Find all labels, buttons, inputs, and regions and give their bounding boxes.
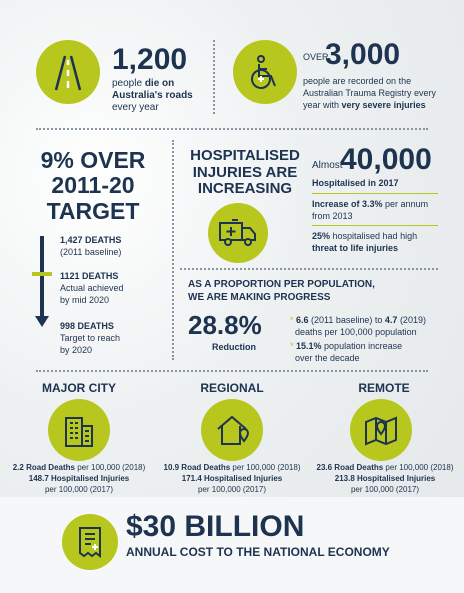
roads-line1-pre: people: [112, 78, 145, 89]
hospital-almost: Almost: [312, 160, 343, 171]
region-inj-bold: 213.8 Hospitalised Injuries: [334, 474, 436, 483]
region-title-remote: REMOTE: [358, 381, 410, 395]
target-item-value: 1121 DEATHS: [60, 271, 119, 281]
target-title-line1: 9% OVER: [40, 147, 146, 173]
footer-amount: $30 BILLION: [126, 510, 305, 543]
region-title-major-city: MAJOR CITY: [41, 381, 116, 395]
map-pin-icon: [350, 399, 412, 461]
target-item-sub: (2011 baseline): [60, 247, 122, 257]
progress-title: [188, 278, 375, 304]
divider: [172, 140, 174, 360]
hospital-increase-rest: per annum: [382, 199, 429, 209]
target-item-sub: by 2020: [60, 345, 93, 355]
hospital-increase-line2: from 2013: [312, 211, 353, 221]
region-title-regional: REGIONAL: [200, 381, 264, 395]
footer-label: ANNUAL COST TO THE NATIONAL ECONOMY: [126, 545, 390, 559]
roads-text: [112, 78, 193, 114]
divider: [180, 268, 438, 270]
trauma-number: 3,000: [325, 38, 401, 71]
target-item-1: [60, 234, 121, 258]
progress-b1-bold2: 4.7: [384, 315, 398, 325]
hospital-increase: [312, 198, 428, 222]
roads-number: 1,200: [112, 43, 188, 76]
region-stats-major-city: [0, 462, 158, 495]
progress-b1-bold1: 6.6: [296, 315, 309, 325]
hospital-title-line2: INJURIES ARE: [192, 163, 298, 181]
region-stats-remote: [306, 462, 464, 495]
target-arrow-head: [35, 316, 49, 327]
roads-line1-bold: die on: [144, 78, 175, 89]
region-inj-rest: per 100,000 (2017): [44, 485, 114, 494]
region-inj-rest: per 100,000 (2017): [350, 485, 420, 494]
target-item-sub: by mid 2020: [60, 295, 110, 305]
divider: [312, 193, 438, 194]
trauma-prefix: OVER: [303, 52, 329, 62]
region-inj-bold: 171.4 Hospitalised Injuries: [181, 474, 283, 483]
target-item-2: [60, 270, 124, 306]
region-deaths-bold: 23.6 Road Deaths: [316, 463, 384, 472]
region-deaths-bold: 2.2 Road Deaths: [12, 463, 75, 472]
divider: [312, 225, 438, 226]
target-marker: [32, 272, 52, 276]
progress-title-line1: AS A PROPORTION PER POPULATION,: [188, 279, 375, 290]
progress-b1-rest1: (2011 baseline) to: [308, 315, 385, 325]
target-arrow: [40, 236, 44, 318]
progress-pct-label: Reduction: [212, 342, 256, 352]
city-building-icon: [48, 399, 110, 461]
target-item-sub: Target to reach: [60, 333, 121, 343]
trauma-line3-bold: very severe injuries: [341, 100, 426, 110]
region-deaths-rest: per 100,000 (2018): [230, 463, 301, 472]
progress-b2-line2: over the decade: [295, 353, 360, 363]
hospital-title-line3: INCREASING: [197, 180, 293, 197]
region-deaths-rest: per 100,000 (2018): [74, 463, 146, 472]
region-inj-bold: 148.7 Hospitalised Injuries: [28, 474, 130, 483]
target-title: [18, 148, 168, 224]
progress-bullet-2: * 15.1% population increase over the decade: [290, 341, 403, 363]
progress-b2-rest: population increase: [321, 341, 403, 351]
hospital-title-line1: HOSPITALISED: [190, 147, 300, 164]
hospital-number-sub: Hospitalised in 2017: [312, 178, 399, 188]
hospital-increase-bold: Increase of 3.3%: [312, 199, 383, 209]
target-title-line2: 2011-20: [51, 172, 135, 199]
progress-title-line2: WE ARE MAKING PROGRESS: [188, 292, 331, 303]
target-item-value: 1,427 DEATHS: [60, 235, 122, 245]
progress-bullet-1: * 6.6 (2011 baseline) to 4.7 (2019) deaths per 100,000 population: [290, 315, 426, 337]
wheelchair-icon: [233, 40, 297, 104]
region-deaths-rest: per 100,000 (2018): [383, 463, 454, 472]
progress-pct: 28.8%: [188, 310, 262, 340]
hospital-number: 40,000: [340, 143, 432, 176]
divider: [213, 40, 215, 114]
road-icon: [36, 40, 100, 104]
ambulance-icon: [208, 203, 268, 263]
target-title-line3: TARGET: [46, 197, 140, 224]
hospital-threat-bold: 25%: [312, 231, 331, 241]
target-item-value: 998 DEATHS: [60, 321, 114, 331]
region-inj-rest: per 100,000 (2017): [197, 485, 267, 494]
progress-b1-line2: deaths per 100,000 population: [295, 327, 417, 337]
progress-b1-rest2: (2019): [397, 315, 426, 325]
hospital-threat-rest: hospitalised had high: [330, 231, 418, 241]
region-deaths-bold: 10.9 Road Deaths: [163, 463, 231, 472]
target-item-sub: Actual achieved: [60, 283, 124, 293]
receipt-icon: [62, 514, 118, 570]
house-pin-icon: [201, 399, 263, 461]
target-item-3: [60, 320, 120, 356]
roads-line2: Australia's roads: [112, 90, 193, 101]
trauma-line3-pre: year with: [303, 100, 342, 110]
trauma-line1: people are recorded on the: [303, 76, 412, 86]
trauma-line2: Australian Trauma Registry every: [303, 88, 437, 98]
hospital-threat: [312, 230, 417, 254]
trauma-text: [303, 75, 436, 111]
hospital-threat-bold2: threat to life injuries: [312, 243, 399, 253]
hospital-title: [180, 148, 310, 198]
divider: [36, 370, 428, 372]
roads-line3: every year: [112, 102, 159, 113]
region-stats-regional: [153, 462, 311, 495]
progress-b2-bold: 15.1%: [296, 341, 322, 351]
divider: [36, 128, 428, 130]
